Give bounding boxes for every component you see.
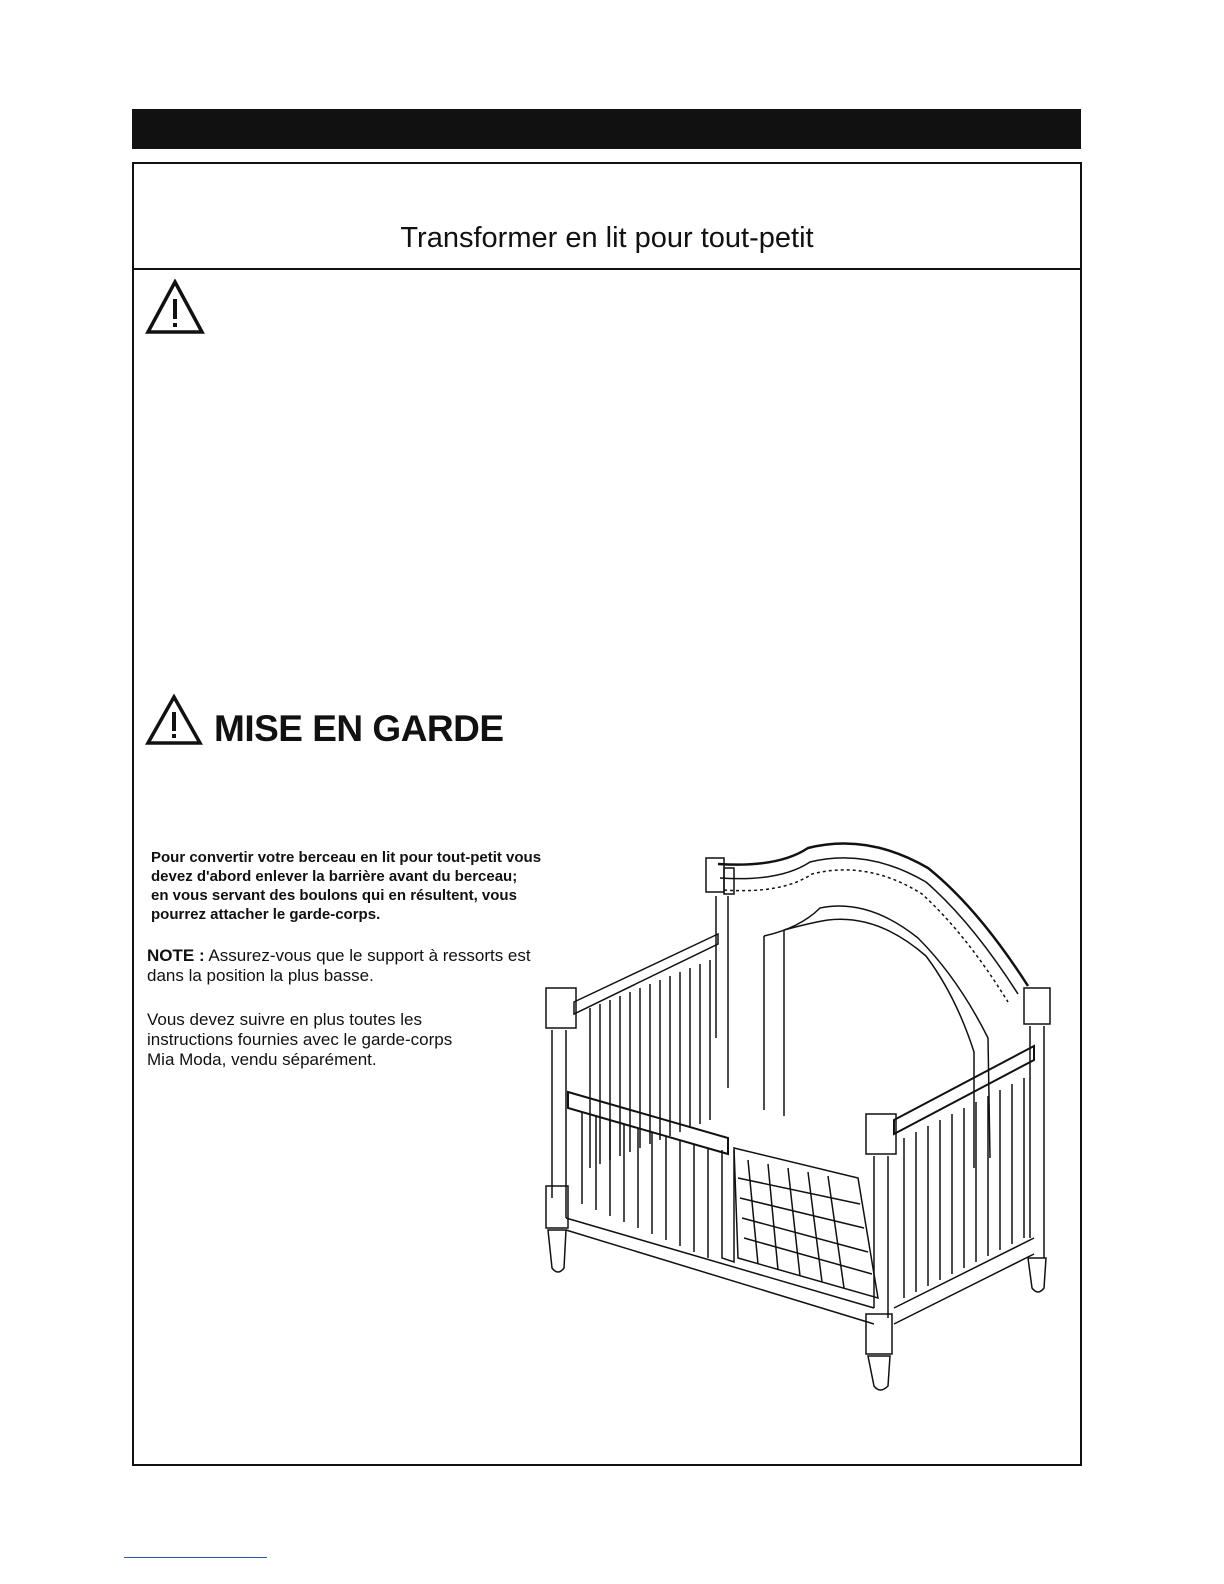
title-divider — [134, 268, 1080, 270]
instruction-line: devez d'abord enlever la barrière avant du berceau; — [151, 868, 518, 885]
footer-link-underline — [124, 1557, 267, 1558]
conversion-instructions — [151, 848, 591, 924]
instruction-line: instructions fournies avec le garde-corps — [147, 1030, 453, 1049]
header-bar — [132, 109, 1081, 149]
instruction-line: en vous servant des boulons qui en résultent, vous — [151, 887, 517, 904]
instruction-line: pourrez attacher le garde-corps. — [151, 906, 381, 923]
caution-heading: MISE EN GARDE — [214, 708, 504, 749]
warning-triangle-icon — [145, 279, 205, 335]
instruction-line: Pour convertir votre berceau en lit pour tout-petit vous — [151, 849, 542, 866]
crib-toddler-bed-illustration — [538, 838, 1070, 1398]
note-first-line — [147, 946, 587, 966]
note-text: Assurez-vous que le support à ressorts est — [208, 946, 531, 965]
page-title: Transformer en lit pour tout-petit — [400, 222, 814, 254]
note-label: NOTE : — [147, 946, 205, 965]
caution-triangle-icon — [145, 694, 203, 746]
instruction-line: Vous devez suivre en plus toutes les — [147, 1010, 422, 1029]
additional-instructions — [147, 1010, 587, 1070]
note-block — [147, 946, 587, 986]
instruction-line: Mia Moda, vendu séparément. — [147, 1050, 377, 1069]
note-text: dans la position la plus basse. — [147, 966, 374, 985]
